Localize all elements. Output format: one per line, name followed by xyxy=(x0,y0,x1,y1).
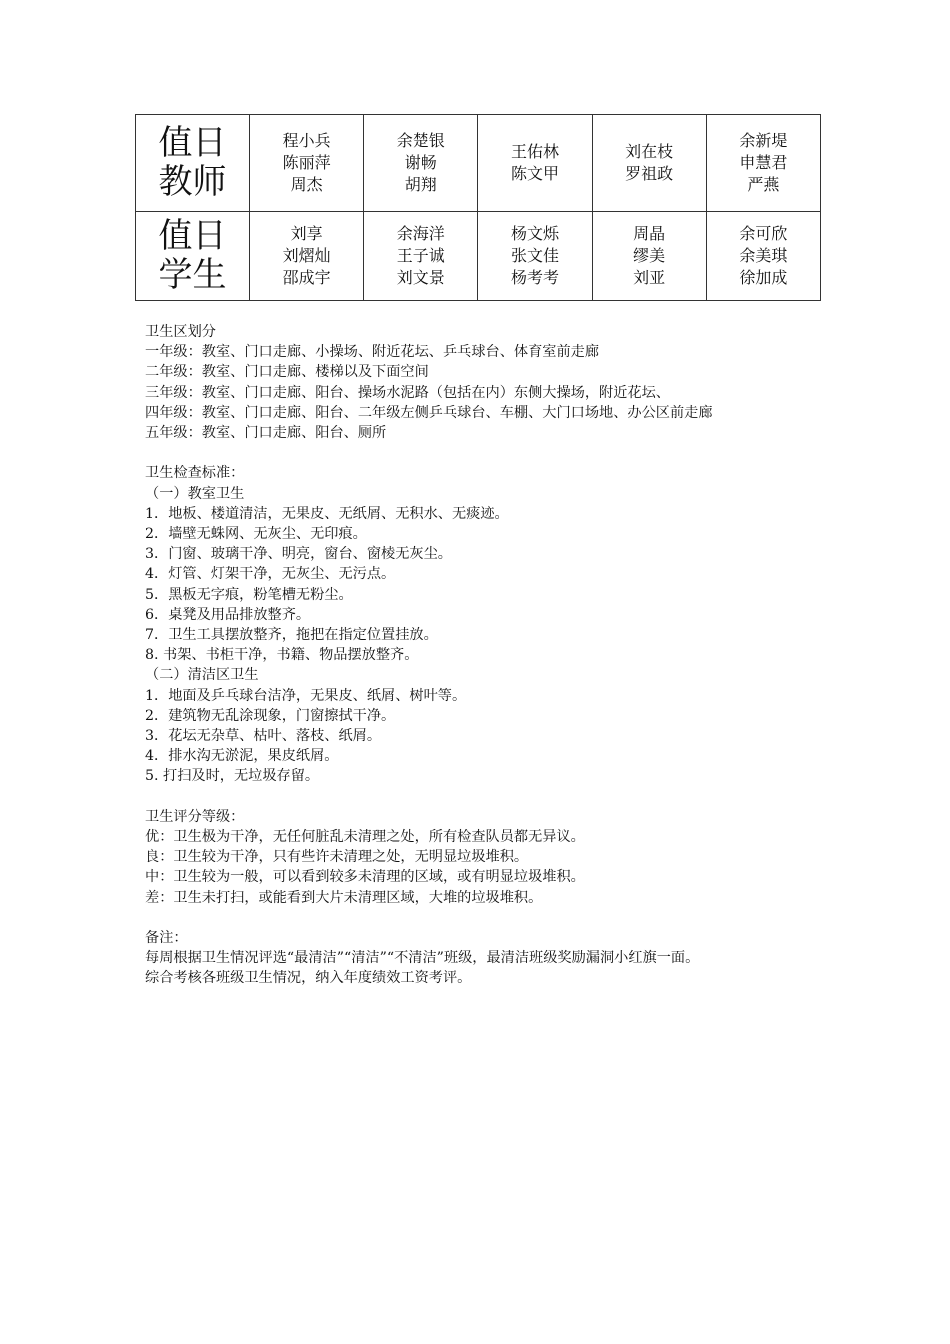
spacer xyxy=(145,908,825,928)
subsection-title: （二）清洁区卫生 xyxy=(145,667,259,684)
notes-section xyxy=(145,928,825,989)
student-cell xyxy=(592,212,706,301)
grade-line: 差：卫生未打扫，或能看到大片未清理区域，大堆的垃圾堆积。 xyxy=(145,889,543,906)
teacher-name: 罗祖政 xyxy=(625,164,674,183)
spacer xyxy=(145,443,825,463)
standard-item: 4．灯管、灯架干净，无灰尘、无污点。 xyxy=(145,566,396,583)
grade-line: 中：卫生较为一般，可以看到较多未清理的区域，或有明显垃圾堆积。 xyxy=(145,869,585,886)
teacher-name: 胡翔 xyxy=(404,175,437,194)
student-name: 邵成宇 xyxy=(282,268,331,287)
student-name: 周晶 xyxy=(633,224,666,243)
standard-item: 1．地面及乒乓球台洁净，无果皮、纸屑、树叶等。 xyxy=(145,687,467,704)
subsection-title: （一）教室卫生 xyxy=(145,485,245,502)
student-header-cell xyxy=(136,212,250,301)
spacer xyxy=(145,787,825,807)
teacher-header-line: 教师 xyxy=(158,162,227,202)
teacher-name: 严燕 xyxy=(747,175,780,194)
area-line: 三年级：教室、门口走廊、阳台、操场水泥路（包括在内）东侧大操场，附近花坛、 xyxy=(145,384,670,401)
student-name: 余可欣 xyxy=(739,224,788,243)
student-name: 刘享 xyxy=(290,224,323,243)
teacher-name: 余新堤 xyxy=(739,131,788,150)
teacher-name: 谢畅 xyxy=(404,153,437,172)
standard-item: 1．地板、楼道清洁，无果皮、无纸屑、无积水、无痰迹。 xyxy=(145,505,509,522)
student-header-line: 学生 xyxy=(158,255,227,295)
standard-item: 5. 打扫及时，无垃圾存留。 xyxy=(145,768,320,785)
student-name: 余海洋 xyxy=(396,224,445,243)
student-row xyxy=(136,212,821,301)
area-line: 二年级：教室、门口走廊、楼梯以及下面空间 xyxy=(145,364,429,381)
area-line: 四年级：教室、门口走廊、阳台、二年级左侧乒乓球台、车棚、大门口场地、办公区前走廊 xyxy=(145,404,713,421)
teacher-cell xyxy=(250,115,364,212)
hygiene-areas-section xyxy=(145,322,825,443)
student-header-line: 值日 xyxy=(158,216,227,256)
student-name: 徐加成 xyxy=(739,268,788,287)
student-name: 张文佳 xyxy=(510,246,559,265)
standard-item: 4．排水沟无淤泥，果皮纸屑。 xyxy=(145,748,339,765)
standard-item: 3．花坛无杂草、枯叶、落枝、纸屑。 xyxy=(145,728,382,745)
teacher-header-cell xyxy=(136,115,250,212)
section-title: 卫生评分等级： xyxy=(145,808,245,825)
teacher-name: 余楚银 xyxy=(396,131,445,150)
student-cell xyxy=(478,212,592,301)
document-body xyxy=(145,322,825,989)
standard-item: 2．建筑物无乱涂现象，门窗擦拭干净。 xyxy=(145,707,396,724)
duty-roster-table xyxy=(135,114,821,301)
teacher-cell xyxy=(478,115,592,212)
teacher-name: 程小兵 xyxy=(282,131,331,150)
standard-item: 7．卫生工具摆放整齐，拖把在指定位置挂放。 xyxy=(145,627,438,644)
teacher-row xyxy=(136,115,821,212)
student-name: 杨文烁 xyxy=(510,224,559,243)
grade-line: 良：卫生较为干净，只有些许未清理之处，无明显垃圾堆积。 xyxy=(145,849,529,866)
student-name: 刘亚 xyxy=(633,268,666,287)
grade-line: 优：卫生极为干净，无任何脏乱未清理之处，所有检查队员都无异议。 xyxy=(145,829,585,846)
inspection-standards-section xyxy=(145,463,825,786)
teacher-name: 陈文甲 xyxy=(510,164,559,183)
standard-item: 3．门窗、玻璃干净、明亮，窗台、窗棱无灰尘。 xyxy=(145,546,452,563)
teacher-name: 刘在枝 xyxy=(625,142,674,161)
student-cell xyxy=(250,212,364,301)
note-line: 每周根据卫生情况评选“最清洁”“清洁”“不清洁”班级，最清洁班级奖励漏洞小红旗一面。 xyxy=(145,950,700,967)
section-title: 卫生检查标准： xyxy=(145,465,245,482)
teacher-name: 陈丽萍 xyxy=(282,153,331,172)
standard-item: 2．墙壁无蛛网、无灰尘、无印痕。 xyxy=(145,526,367,543)
standard-item: 6．桌凳及用品排放整齐。 xyxy=(145,606,311,623)
grading-section xyxy=(145,807,825,908)
area-line: 一年级：教室、门口走廊、小操场、附近花坛、乒乓球台、体育室前走廊 xyxy=(145,344,600,361)
student-name: 余美琪 xyxy=(739,246,788,265)
student-name: 杨考考 xyxy=(510,268,559,287)
student-name: 刘熠灿 xyxy=(282,246,331,265)
student-cell xyxy=(706,212,820,301)
student-name: 王子诚 xyxy=(396,246,445,265)
teacher-cell xyxy=(592,115,706,212)
student-name: 缪美 xyxy=(633,246,666,265)
standard-item: 5．黑板无字痕，粉笔槽无粉尘。 xyxy=(145,586,353,603)
teacher-name: 申慧君 xyxy=(739,153,788,172)
section-title: 备注： xyxy=(145,930,188,947)
section-title: 卫生区划分 xyxy=(145,324,216,340)
student-cell xyxy=(364,212,478,301)
teacher-cell xyxy=(364,115,478,212)
standard-item: 8. 书架、书柜干净，书籍、物品摆放整齐。 xyxy=(145,647,419,664)
area-line: 五年级：教室、门口走廊、阳台、厕所 xyxy=(145,425,387,442)
teacher-name: 王佑林 xyxy=(510,142,559,161)
note-line: 综合考核各班级卫生情况，纳入年度绩效工资考评。 xyxy=(145,970,472,987)
teacher-header-line: 值日 xyxy=(158,123,227,163)
student-name: 刘文景 xyxy=(396,268,445,287)
teacher-cell xyxy=(706,115,820,212)
teacher-name: 周杰 xyxy=(290,175,323,194)
